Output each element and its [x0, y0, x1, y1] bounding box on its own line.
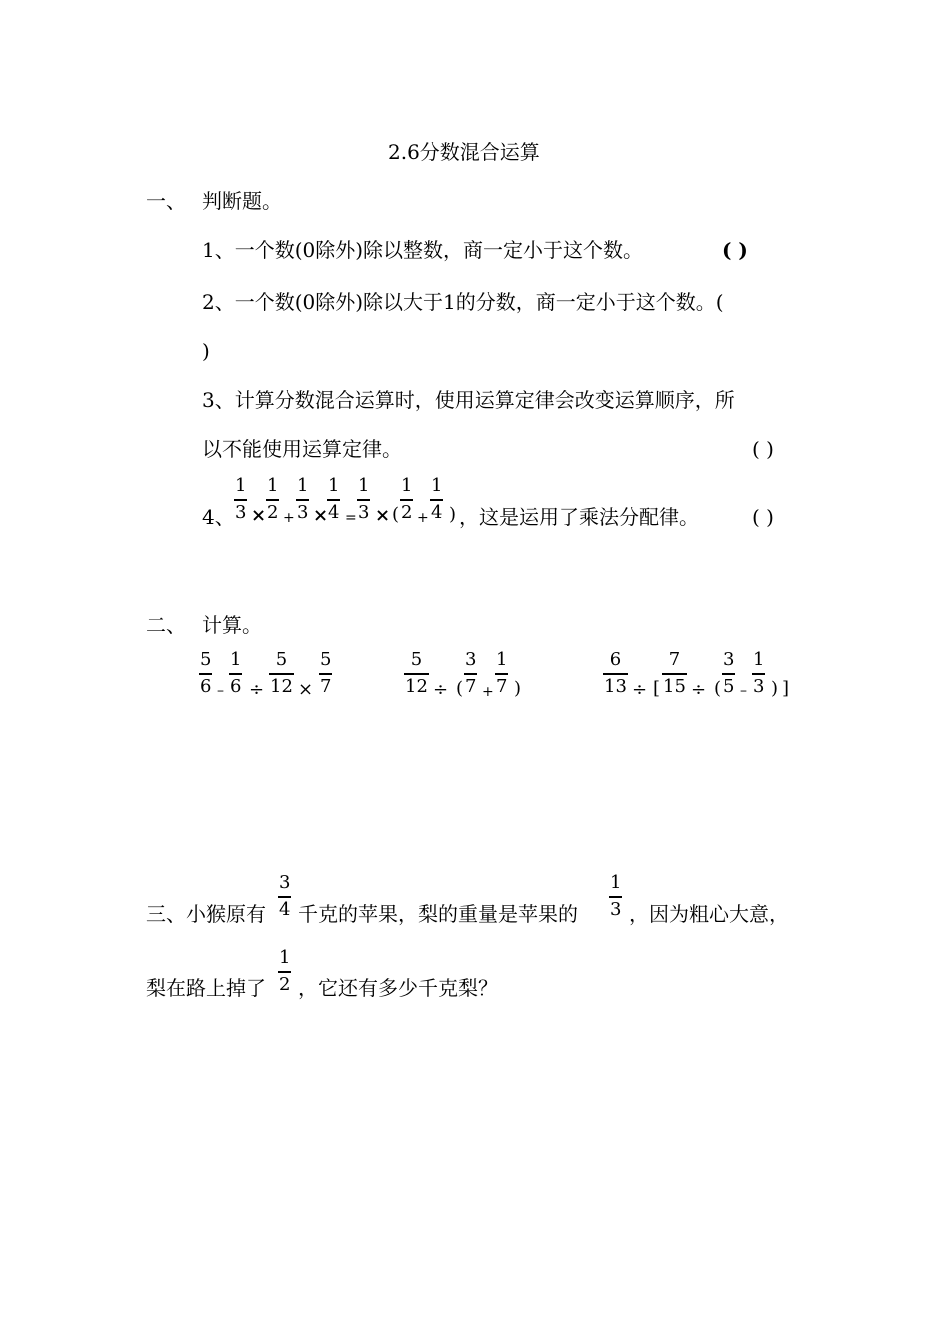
fraction: 3 5 [723, 649, 735, 697]
plus-operator: + [283, 510, 295, 526]
close-bracket: ] [782, 678, 790, 699]
fraction: 1 7 [496, 649, 508, 697]
divide-operator: ÷ [249, 679, 265, 700]
question-2-line2: ) [202, 339, 210, 363]
times-operator: × [313, 505, 329, 526]
times-operator: × [375, 505, 391, 526]
question-3-line1: 3、计算分数混合运算时，使用运算定律会改变运算顺序，所 [202, 388, 735, 412]
fraction: 1 2 [267, 475, 279, 523]
fraction: 3 4 [279, 872, 291, 920]
equals-operator: = [345, 510, 357, 526]
fraction: 1 6 [230, 649, 242, 697]
minus-operator: – [740, 683, 747, 699]
fraction: 7 15 [663, 649, 686, 697]
open-paren: ( [392, 504, 400, 525]
times-operator: × [298, 679, 314, 700]
question-4-answer-paren: ( ) [752, 505, 774, 529]
fraction: 5 12 [270, 649, 293, 697]
question-4-prefix: 4、 [202, 505, 235, 529]
fraction: 1 4 [328, 475, 340, 523]
problem-text-part1: 三、小猴原有 [146, 902, 266, 926]
divide-operator: ÷ [433, 679, 449, 700]
question-1-answer-paren: ( ) [722, 238, 748, 262]
plus-operator: + [417, 510, 429, 526]
problem-text-part3: ，因为粗心大意， [629, 902, 789, 926]
fraction: 1 2 [279, 947, 291, 995]
fraction: 5 12 [405, 649, 428, 697]
open-paren: ( [456, 678, 464, 699]
fraction: 1 2 [401, 475, 413, 523]
plus-operator: + [482, 684, 494, 700]
close-paren: ) [771, 678, 779, 699]
section2-number: 二、 [146, 613, 186, 637]
problem-text-part5: ，它还有多少千克梨？ [298, 976, 498, 1000]
question-3-answer-paren: ( ) [752, 437, 774, 461]
close-paren: ) [514, 678, 522, 699]
divide-operator: ÷ [691, 679, 707, 700]
section2-heading: 计算。 [202, 613, 262, 637]
question-4-suffix: ，这是运用了乘法分配律。 [459, 505, 699, 529]
page-title: 2.6分数混合运算 [388, 140, 540, 164]
times-operator: × [251, 505, 267, 526]
fraction: 1 3 [753, 649, 765, 697]
fraction: 1 4 [431, 475, 443, 523]
open-bracket: [ [653, 678, 661, 699]
question-1: 1、一个数(0除外)除以整数，商一定小于这个数。 [202, 238, 644, 262]
question-3-line2: 以不能使用运算定律。 [202, 437, 402, 461]
fraction: 1 3 [297, 475, 309, 523]
open-paren: ( [714, 678, 722, 699]
fraction: 5 6 [200, 649, 212, 697]
section1-number: 一、 [146, 189, 186, 213]
problem-text-part4: 梨在路上掉了 [146, 976, 266, 1000]
fraction: 3 7 [465, 649, 477, 697]
fraction: 1 3 [235, 475, 247, 523]
close-paren: ) [449, 504, 457, 525]
divide-operator: ÷ [632, 679, 648, 700]
fraction: 6 13 [604, 649, 627, 697]
minus-operator: – [217, 683, 224, 699]
fraction: 5 7 [320, 649, 332, 697]
section1-heading: 判断题。 [202, 189, 282, 213]
fraction: 1 3 [610, 872, 622, 920]
question-2-line1: 2、一个数(0除外)除以大于1的分数，商一定小于这个数。( [202, 290, 724, 314]
problem-text-part2: 千克的苹果，梨的重量是苹果的 [298, 902, 578, 926]
fraction: 1 3 [358, 475, 370, 523]
